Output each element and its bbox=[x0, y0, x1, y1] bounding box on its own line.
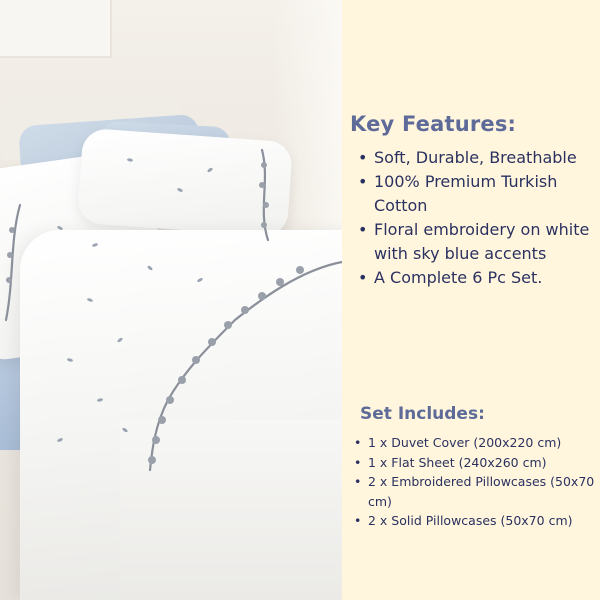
set-includes-list bbox=[354, 433, 600, 531]
bullet-icon: • bbox=[358, 148, 368, 167]
bullet-icon: • bbox=[358, 172, 368, 191]
set-includes-heading: Set Includes: bbox=[360, 404, 485, 424]
list-item: • Floral embroidery on white with sky blue accents bbox=[358, 220, 590, 263]
key-features-list bbox=[358, 146, 598, 290]
list-item: • 1 x Flat Sheet (240x260 cm) bbox=[354, 453, 600, 473]
list-item: • 1 x Duvet Cover (200x220 cm) bbox=[354, 433, 600, 453]
bullet-icon: • bbox=[354, 454, 362, 470]
bullet-icon: • bbox=[354, 435, 362, 450]
key-features-heading: Key Features: bbox=[350, 112, 517, 136]
bullet-icon: • bbox=[358, 268, 368, 287]
bullet-icon: • bbox=[354, 513, 362, 528]
list-item: • A Complete 6 Pc Set. bbox=[358, 266, 598, 290]
list-item: • 100% Premium Turkish Cotton bbox=[358, 172, 558, 215]
list-item: • 2 x Embroidered Pillowcases (50x70 cm) bbox=[354, 474, 595, 509]
list-item: • 2 x Solid Pillowcases (50x70 cm) bbox=[354, 511, 600, 531]
features-panel bbox=[342, 0, 600, 600]
list-item: • Soft, Durable, Breathable bbox=[358, 146, 598, 170]
embroidery-vine bbox=[6, 205, 20, 320]
bullet-icon: • bbox=[354, 474, 362, 489]
bullet-icon: • bbox=[358, 220, 368, 239]
embroidery-vine bbox=[150, 262, 342, 470]
